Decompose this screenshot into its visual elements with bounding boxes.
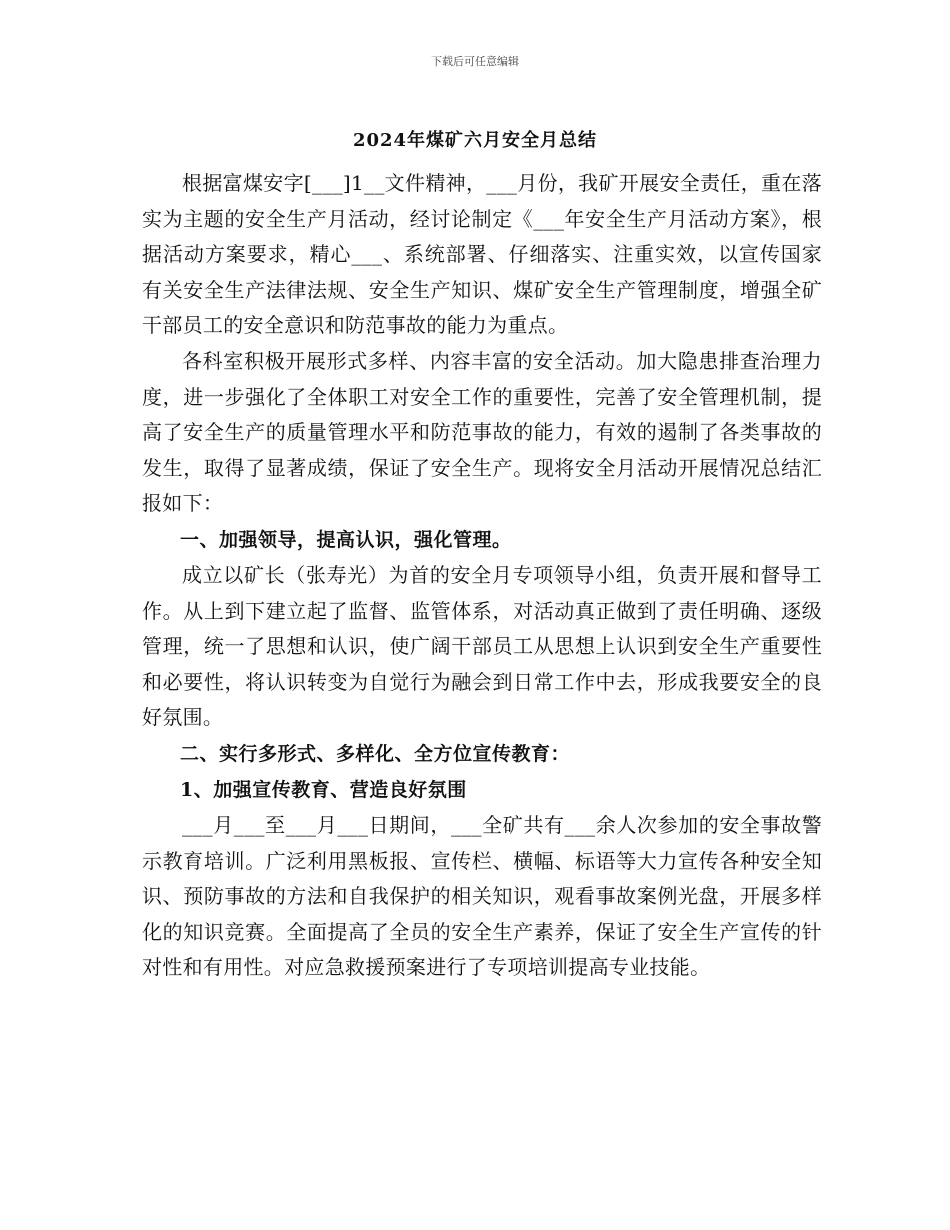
paragraph-intro: 根据富煤安字[___]1__文件精神，___月份，我矿开展安全责任，重在落实为主题的安全生产月活动，经讨论制定《___年安全生产月活动方案》，根据活动方案要求，精心___、系统部署、仔细落实、注重实效，以宣传国家有关安全生产法律法规、安全生产知识、煤矿安全生产管理制度，增强全矿干部员工的安全意识和防范事故的能力为重点。 <box>142 171 822 338</box>
document-body <box>142 166 822 986</box>
paragraph-education: ___月___至___月___日期间，___全矿共有___余人次参加的安全事故警示教育培训。广泛利用黑板报、宣传栏、横幅、标语等大力宣传各种安全知识、预防事故的方法和自我保护的相关知识，观看事故案例光盘，开展多样化的知识竞赛。全面提高了全员的安全生产素养，保证了安全生产宣传的针对性和有用性。对应急救援预案进行了专项培训提高专业技能。 <box>142 812 822 980</box>
paragraph-overview: 各科室积极开展形式多样、内容丰富的安全活动。加大隐患排查治理力度，进一步强化了全体职工对安全工作的重要性，完善了安全管理机制，提高了安全生产的质量管理水平和防范事故的能力，有效的遏制了各类事故的发生，取得了显著成绩，保证了安全生产。现将安全月活动开展情况总结汇报如下： <box>142 348 822 516</box>
subsection-heading-2-1: 1、加强宣传教育、营造良好氛围 <box>180 778 467 801</box>
section-heading-1: 一、加强领导，提高认识，强化管理。 <box>180 528 512 551</box>
header-note: 下载后可任意编辑 <box>431 55 519 68</box>
paragraph-leadership: 成立以矿长（张寿光）为首的安全月专项领导小组，负责开展和督导工作。从上到下建立起了监督、监管体系，对活动真正做到了责任明确、逐级管理，统一了思想和认识，使广阔干部员工从思想上认识到安全生产重要性和必要性，将认识转变为自觉行为融会到日常工作中去，形成我要安全的良好氛围。 <box>142 562 822 730</box>
section-heading-2: 二、实行多形式、多样化、全方位宣传教育： <box>180 742 571 765</box>
document-title: 2024年煤矿六月安全月总结 <box>352 130 598 151</box>
